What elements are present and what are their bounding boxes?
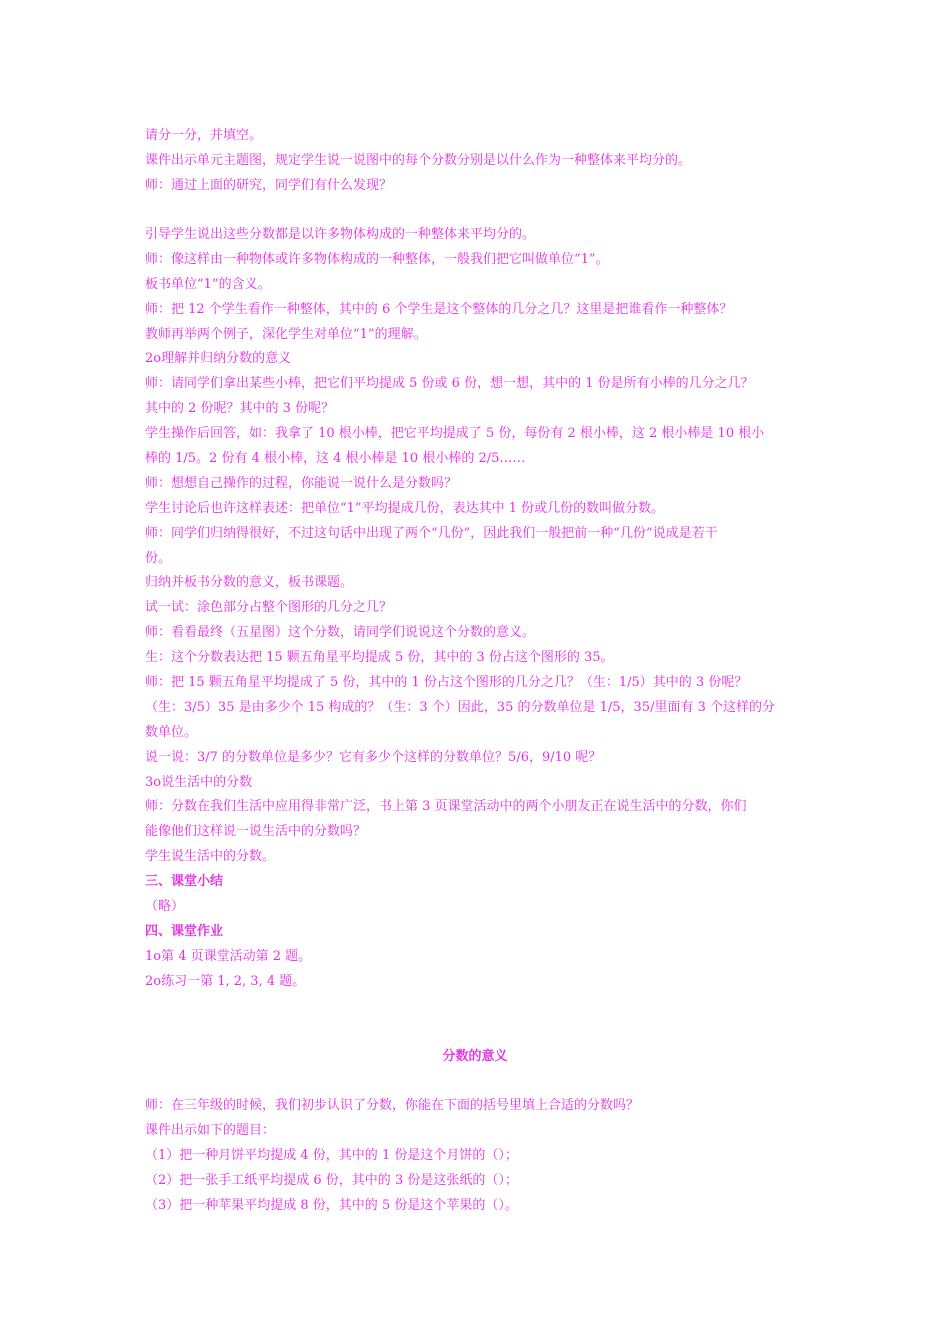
paragraph-line: 其中的 2 份呢？其中的 3 份呢？	[145, 401, 335, 417]
paragraph-line: 请分一分，并填空。	[145, 128, 263, 143]
text-block-intro	[145, 124, 810, 199]
paragraph-line: 能像他们这样说一说生活中的分数吗？	[145, 824, 367, 840]
paragraph-line: 课件出示如下的题目：	[145, 1122, 276, 1138]
paragraph-line: 学生说生活中的分数。	[145, 849, 276, 865]
paragraph-line: 师：把 12 个学生看作一种整体，其中的 6 个学生是这个整体的几分之几？这里是把谁看作一种整体？	[145, 301, 733, 317]
paragraph-line: 师：在三年级的时候，我们初步认识了分数，你能在下面的括号里填上合适的分数吗？	[145, 1098, 640, 1113]
text-block-main	[145, 223, 810, 995]
paragraph-line: 学生讨论后也许这样表述：把单位“1”平均提成几份，表达其中 1 份或几份的数叫做分数。	[145, 500, 665, 516]
paragraph-line: 师：把 15 颗五角星平均提成了 5 份，其中的 1 份占这个图形的几分之几？（生：1/5）其中的 3 份呢？	[145, 675, 748, 691]
paragraph-line: 2o练习一第 1, 2, 3, 4 题。	[145, 973, 306, 989]
paragraph-line: 学生操作后回答，如：我拿了 10 根小棒，把它平均提成了 5 份，每份有 2 根小棒，这 2 根小棒是 10 根小	[145, 426, 765, 442]
paragraph-line: 归纳并板书分数的意义，板书课题。	[145, 575, 354, 591]
paragraph-line: （生：3/5）35 是由多少个 15 构成的？（生：3 个）因此，35 的分数单位是 1/5，35/里面有 3 个这样的分	[145, 699, 775, 715]
paragraph-line: 生：这个分数表达把 15 颗五角星平均提成 5 份，其中的 3 份占这个图形的 35。	[145, 650, 614, 666]
paragraph-line: 引导学生说出这些分数都是以许多物体构成的一种整体来平均分的。	[145, 227, 536, 242]
section-heading: 2o理解并归纳分数的意义	[145, 351, 292, 367]
paragraph-line: 师：同学们归纳得很好，不过这句话中出现了两个“几份”，因此我们一般把前一种“几份”说成是若干	[145, 525, 718, 541]
list-item: （1）把一种月饼平均提成 4 份，其中的 1 份是这个月饼的（）；	[145, 1147, 518, 1163]
paragraph-line: 课件出示单元主题图，规定学生说一说图中的每个分数分别是以什么作为一种整体来平均分的。	[145, 152, 692, 168]
paragraph-line: 板书单位“1”的含义。	[145, 276, 271, 292]
paragraph-line: 师：请同学们拿出某些小棒，把它们平均提成 5 份或 6 份，想一想，其中的 1 份是所有小棒的几分之几？	[145, 376, 754, 392]
paragraph-line: 数单位。	[145, 724, 198, 740]
paragraph-line: 教师再举两个例子，深化学生对单位“1”的理解。	[145, 326, 427, 342]
list-item: （2）把一张手工纸平均提成 6 份，其中的 3 份是这张纸的（）；	[145, 1172, 518, 1188]
section-heading-summary: 三、课堂小结	[145, 874, 224, 890]
paragraph-line: （略）	[145, 899, 185, 915]
paragraph-line: 师：分数在我们生活中应用得非常广泛，书上第 3 页课堂活动中的两个小朋友正在说生活中的分数，你们	[145, 799, 747, 815]
text-block-lesson	[145, 1094, 810, 1218]
list-item: （3）把一种苹果平均提成 8 份，其中的 5 份是这个苹果的（）。	[145, 1197, 518, 1213]
paragraph-line: 师：像这样由一种物体或许多物体构成的一种整体，一般我们把它叫做单位“1”。	[145, 251, 609, 267]
paragraph-line: 份。	[145, 550, 172, 566]
paragraph-line: 师：看看最终（五星图）这个分数，请同学们说说这个分数的意义。	[145, 625, 536, 641]
paragraph-line: 棒的 1/5。2 份有 4 根小棒，这 4 根小棒是 10 根小棒的 2/5……	[145, 451, 526, 467]
paragraph-line: 试一试：涂色部分占整个图形的几分之几？	[145, 600, 393, 616]
section-heading: 3o说生活中的分数	[145, 774, 253, 790]
paragraph-line: 师：通过上面的研究，同学们有什么发现？	[145, 177, 393, 193]
page-title: 分数的意义	[442, 1049, 508, 1064]
paragraph-line: 师：想想自己操作的过程，你能说一说什么是分数吗？	[145, 475, 458, 491]
paragraph-line: 说一说：3/7 的分数单位是多少？它有多少个这样的分数单位？5/6，9/10 呢？	[145, 749, 602, 765]
section-heading-homework: 四、课堂作业	[145, 923, 224, 939]
paragraph-line: 1o第 4 页课堂活动第 2 题。	[145, 948, 312, 964]
